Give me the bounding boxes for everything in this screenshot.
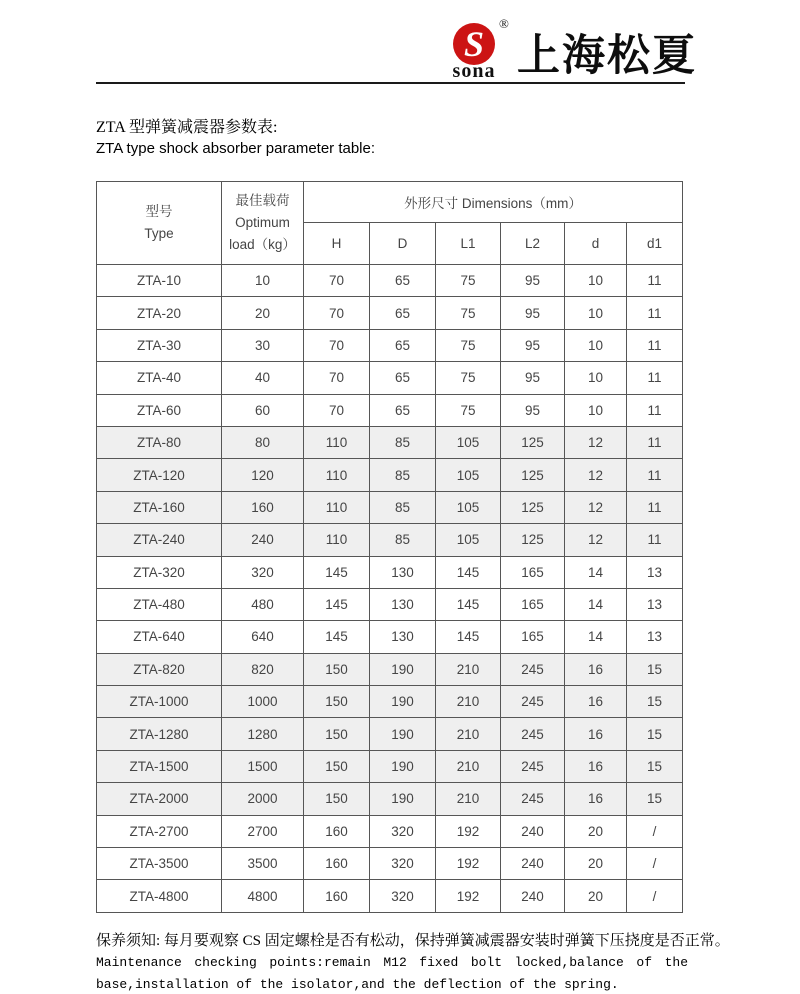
table-row xyxy=(97,524,683,556)
cell-h: 70 xyxy=(304,394,370,426)
cell-d1: 11 xyxy=(627,491,683,523)
cell-l2: 125 xyxy=(501,491,565,523)
cell-load: 640 xyxy=(222,621,304,653)
cell-load: 80 xyxy=(222,426,304,458)
table-row xyxy=(97,880,683,912)
cell-h: 110 xyxy=(304,491,370,523)
cell-load: 1280 xyxy=(222,718,304,750)
cell-load: 160 xyxy=(222,491,304,523)
cell-type: ZTA-4800 xyxy=(97,880,222,912)
parameter-table xyxy=(96,181,683,913)
cell-load: 2700 xyxy=(222,815,304,847)
cell-type: ZTA-2700 xyxy=(97,815,222,847)
svg-text:S: S xyxy=(463,24,485,64)
cell-l1: 210 xyxy=(436,783,501,815)
cell-d: 190 xyxy=(370,653,436,685)
cell-d: 85 xyxy=(370,459,436,491)
cell-load: 30 xyxy=(222,329,304,361)
cell-d-small: 16 xyxy=(565,718,627,750)
cell-l2: 165 xyxy=(501,556,565,588)
cell-d: 130 xyxy=(370,621,436,653)
cell-d: 130 xyxy=(370,556,436,588)
cell-d: 65 xyxy=(370,362,436,394)
cell-d1: 15 xyxy=(627,750,683,782)
table-row xyxy=(97,621,683,653)
cell-load: 40 xyxy=(222,362,304,394)
cell-l2: 95 xyxy=(501,362,565,394)
cell-type: ZTA-40 xyxy=(97,362,222,394)
cell-d: 130 xyxy=(370,588,436,620)
maintenance-note xyxy=(96,930,730,994)
cell-d: 85 xyxy=(370,426,436,458)
header-type-zh: 型号 xyxy=(145,204,173,219)
cell-h: 160 xyxy=(304,880,370,912)
table-row xyxy=(97,556,683,588)
cell-l2: 95 xyxy=(501,265,565,297)
table-row xyxy=(97,491,683,523)
cell-load: 2000 xyxy=(222,783,304,815)
cell-l2: 95 xyxy=(501,297,565,329)
cell-h: 145 xyxy=(304,621,370,653)
cell-d-small: 10 xyxy=(565,265,627,297)
cell-l2: 125 xyxy=(501,426,565,458)
header-cell-dimensions: 外形尺寸 Dimensions（mm） xyxy=(304,182,683,223)
cell-d: 85 xyxy=(370,524,436,556)
table-row xyxy=(97,750,683,782)
cell-load: 120 xyxy=(222,459,304,491)
cell-d1: 11 xyxy=(627,265,683,297)
table-row xyxy=(97,426,683,458)
cell-h: 145 xyxy=(304,588,370,620)
cell-load: 240 xyxy=(222,524,304,556)
cell-d: 190 xyxy=(370,783,436,815)
cell-d: 65 xyxy=(370,297,436,329)
cell-d: 190 xyxy=(370,718,436,750)
cell-d1: / xyxy=(627,848,683,880)
cell-d: 85 xyxy=(370,491,436,523)
table-row xyxy=(97,686,683,718)
cell-l2: 125 xyxy=(501,459,565,491)
header-cell-load xyxy=(222,182,304,265)
header-col-l1: L1 xyxy=(436,223,501,265)
cell-d-small: 12 xyxy=(565,426,627,458)
cell-h: 150 xyxy=(304,653,370,685)
cell-d-small: 14 xyxy=(565,621,627,653)
cell-d: 190 xyxy=(370,686,436,718)
cell-l2: 240 xyxy=(501,880,565,912)
cell-d-small: 14 xyxy=(565,588,627,620)
cell-type: ZTA-60 xyxy=(97,394,222,426)
cell-type: ZTA-3500 xyxy=(97,848,222,880)
cell-d1: / xyxy=(627,880,683,912)
cell-h: 110 xyxy=(304,524,370,556)
cell-l2: 95 xyxy=(501,329,565,361)
table-row xyxy=(97,653,683,685)
table-row xyxy=(97,848,683,880)
cell-l1: 105 xyxy=(436,459,501,491)
cell-type: ZTA-480 xyxy=(97,588,222,620)
header-cell-type xyxy=(97,182,222,265)
table-row xyxy=(97,297,683,329)
cell-l1: 210 xyxy=(436,686,501,718)
header-load-en2: load（kg） xyxy=(229,237,296,252)
cell-type: ZTA-20 xyxy=(97,297,222,329)
cell-d1: 11 xyxy=(627,394,683,426)
cell-d-small: 12 xyxy=(565,524,627,556)
cell-d: 65 xyxy=(370,329,436,361)
table-row xyxy=(97,815,683,847)
cell-d1: 15 xyxy=(627,686,683,718)
logo-brand-text: sona xyxy=(452,60,496,82)
cell-l2: 125 xyxy=(501,524,565,556)
cell-l1: 210 xyxy=(436,653,501,685)
table-row xyxy=(97,362,683,394)
maintenance-note-zh: 保养须知: 每月要观察 CS 固定螺栓是否有松动，保持弹簧减震器安装时弹簧下压挠度是否正常。 xyxy=(96,933,730,949)
cell-h: 70 xyxy=(304,362,370,394)
header-col-d-small: d xyxy=(565,223,627,265)
cell-d1: 15 xyxy=(627,718,683,750)
cell-load: 1000 xyxy=(222,686,304,718)
table-row xyxy=(97,718,683,750)
cell-d-small: 10 xyxy=(565,362,627,394)
header-type-en: Type xyxy=(144,226,174,241)
cell-h: 160 xyxy=(304,815,370,847)
cell-l2: 240 xyxy=(501,815,565,847)
cell-l1: 105 xyxy=(436,524,501,556)
cell-l2: 245 xyxy=(501,686,565,718)
cell-d: 65 xyxy=(370,394,436,426)
cell-h: 145 xyxy=(304,556,370,588)
table-row xyxy=(97,265,683,297)
cell-h: 150 xyxy=(304,750,370,782)
cell-type: ZTA-2000 xyxy=(97,783,222,815)
table-row xyxy=(97,394,683,426)
cell-type: ZTA-640 xyxy=(97,621,222,653)
cell-d1: 11 xyxy=(627,524,683,556)
cell-type: ZTA-10 xyxy=(97,265,222,297)
cell-d-small: 16 xyxy=(565,653,627,685)
cell-l1: 192 xyxy=(436,815,501,847)
cell-l1: 210 xyxy=(436,718,501,750)
cell-l2: 245 xyxy=(501,653,565,685)
cell-d1: 13 xyxy=(627,621,683,653)
cell-load: 3500 xyxy=(222,848,304,880)
cell-d-small: 12 xyxy=(565,491,627,523)
cell-d1: 11 xyxy=(627,362,683,394)
cell-l2: 165 xyxy=(501,621,565,653)
cell-type: ZTA-320 xyxy=(97,556,222,588)
cell-d1: 13 xyxy=(627,588,683,620)
cell-d: 320 xyxy=(370,848,436,880)
cell-d-small: 12 xyxy=(565,459,627,491)
cell-d-small: 10 xyxy=(565,297,627,329)
cell-type: ZTA-1000 xyxy=(97,686,222,718)
cell-l1: 105 xyxy=(436,426,501,458)
cell-l2: 245 xyxy=(501,783,565,815)
cell-load: 820 xyxy=(222,653,304,685)
cell-l1: 145 xyxy=(436,556,501,588)
cell-h: 70 xyxy=(304,265,370,297)
cell-l2: 165 xyxy=(501,588,565,620)
cell-d: 190 xyxy=(370,750,436,782)
page-title-en: ZTA type shock absorber parameter table: xyxy=(96,140,376,157)
cell-d-small: 20 xyxy=(565,880,627,912)
cell-l1: 75 xyxy=(436,329,501,361)
cell-type: ZTA-160 xyxy=(97,491,222,523)
cell-d-small: 20 xyxy=(565,848,627,880)
registered-trademark-symbol: ® xyxy=(499,16,509,31)
header-load-en1: Optimum xyxy=(235,215,290,230)
cell-d-small: 16 xyxy=(565,750,627,782)
header-load-zh: 最佳载荷 xyxy=(235,193,290,208)
cell-l1: 75 xyxy=(436,265,501,297)
cell-type: ZTA-240 xyxy=(97,524,222,556)
header-divider xyxy=(96,82,685,84)
cell-d: 320 xyxy=(370,815,436,847)
table-row xyxy=(97,588,683,620)
cell-d1: 13 xyxy=(627,556,683,588)
cell-d-small: 20 xyxy=(565,815,627,847)
header-col-h: H xyxy=(304,223,370,265)
cell-type: ZTA-80 xyxy=(97,426,222,458)
cell-l1: 75 xyxy=(436,394,501,426)
company-name: 上海松夏 xyxy=(517,32,697,80)
cell-h: 150 xyxy=(304,783,370,815)
cell-load: 480 xyxy=(222,588,304,620)
header-col-l2: L2 xyxy=(501,223,565,265)
cell-d: 65 xyxy=(370,265,436,297)
cell-load: 10 xyxy=(222,265,304,297)
cell-d1: 11 xyxy=(627,297,683,329)
page-title-zh: ZTA 型弹簧减震器参数表: xyxy=(96,119,278,136)
cell-l1: 75 xyxy=(436,362,501,394)
cell-load: 20 xyxy=(222,297,304,329)
table-body xyxy=(97,265,683,913)
cell-d1: 11 xyxy=(627,459,683,491)
cell-h: 160 xyxy=(304,848,370,880)
cell-l1: 192 xyxy=(436,848,501,880)
cell-d-small: 10 xyxy=(565,394,627,426)
cell-load: 4800 xyxy=(222,880,304,912)
cell-h: 110 xyxy=(304,459,370,491)
cell-type: ZTA-1280 xyxy=(97,718,222,750)
cell-l1: 145 xyxy=(436,588,501,620)
cell-d-small: 16 xyxy=(565,686,627,718)
table-header-row-top xyxy=(97,182,683,223)
cell-h: 150 xyxy=(304,718,370,750)
cell-load: 1500 xyxy=(222,750,304,782)
cell-l1: 105 xyxy=(436,491,501,523)
cell-type: ZTA-820 xyxy=(97,653,222,685)
cell-d1: 15 xyxy=(627,783,683,815)
cell-l1: 210 xyxy=(436,750,501,782)
cell-l2: 95 xyxy=(501,394,565,426)
cell-d-small: 14 xyxy=(565,556,627,588)
maintenance-note-en-line2: base,installation of the isolator,and the deflection of the spring. xyxy=(96,977,619,992)
cell-type: ZTA-1500 xyxy=(97,750,222,782)
maintenance-note-en-line1: Maintenance checking points:remain M12 fixed bolt locked,balance of the xyxy=(96,955,688,970)
cell-l1: 145 xyxy=(436,621,501,653)
cell-d: 320 xyxy=(370,880,436,912)
cell-load: 60 xyxy=(222,394,304,426)
cell-l2: 240 xyxy=(501,848,565,880)
header-col-d1: d1 xyxy=(627,223,683,265)
cell-d1: 15 xyxy=(627,653,683,685)
cell-l2: 245 xyxy=(501,750,565,782)
cell-type: ZTA-120 xyxy=(97,459,222,491)
cell-d-small: 10 xyxy=(565,329,627,361)
table-row xyxy=(97,783,683,815)
cell-h: 150 xyxy=(304,686,370,718)
cell-load: 320 xyxy=(222,556,304,588)
cell-l2: 245 xyxy=(501,718,565,750)
cell-d1: / xyxy=(627,815,683,847)
table-row xyxy=(97,459,683,491)
cell-d1: 11 xyxy=(627,426,683,458)
cell-h: 70 xyxy=(304,329,370,361)
cell-l1: 192 xyxy=(436,880,501,912)
cell-h: 110 xyxy=(304,426,370,458)
cell-d1: 11 xyxy=(627,329,683,361)
table-row xyxy=(97,329,683,361)
cell-d-small: 16 xyxy=(565,783,627,815)
header-col-d: D xyxy=(370,223,436,265)
cell-h: 70 xyxy=(304,297,370,329)
cell-l1: 75 xyxy=(436,297,501,329)
cell-type: ZTA-30 xyxy=(97,329,222,361)
